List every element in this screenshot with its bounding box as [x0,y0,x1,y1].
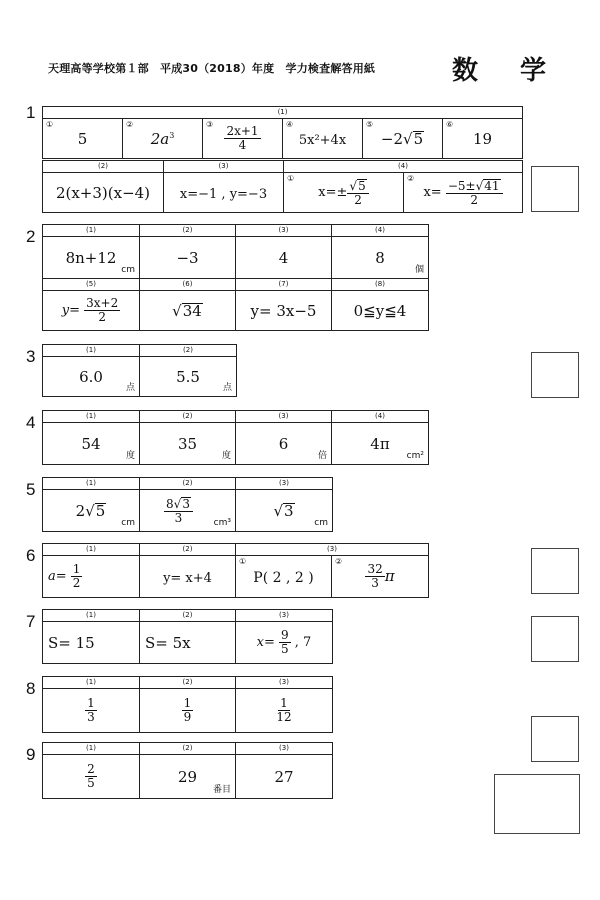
answer-table-5: (1) (2) (3) 2 √ 5 cm 8 √ 3 3 cm³ √ 3 cm [42,477,333,532]
answer-table-2: (1) (2) (3) (4) 8n+12 cm −3 4 8 個 (5) (6) (7) (8) y= $\frac{3x+2}{2}$ √ 34 y= 3x−5 0≦y≦4 [42,224,429,331]
question-number-6: 6 [26,546,36,565]
answer-5-2[interactable]: 8 √ 3 3 cm³ [140,490,236,532]
answer-table-1b: (2) (3) (4) 2(x+3)(x−4) x=−1 , y=−3 ① x=± √ 5 2 ② x= −5± √ 41 2 [42,160,523,213]
answer-1-1-3[interactable]: ③ $\frac{2x+1}{4}$ [203,119,283,159]
answer-1-1-6[interactable]: ⑥ 19 [443,119,523,159]
answer-table-7: (1) (2) (3) S= 15 S= 5x x= $\frac{9}{5}$ , 7 [42,609,333,664]
answer-7-3[interactable]: x= $\frac{9}{5}$ , 7 [236,622,333,664]
answer-table-6: (1) (2) (3) a= $\frac{1}{2}$ y= x+4 ① P( 2 , 2 ) ② $\frac{32}{3}$ π [42,543,429,598]
score-box-3 [531,352,579,398]
answer-3-2[interactable]: 5.5 点 [140,357,237,397]
answer-table-4: (1) (2) (3) (4) 54 度 35 度 6 倍 4π cm² [42,410,429,465]
question-number-9: 9 [26,745,36,764]
answer-4-2[interactable]: 35 度 [140,423,236,465]
answer-1-4-2[interactable]: ② x= −5± √ 41 2 [404,173,523,213]
answer-9-1[interactable]: $\frac{2}{5}$ [43,755,140,799]
answer-8-1[interactable]: $\frac{1}{3}$ [43,689,140,733]
answer-8-2[interactable]: $\frac{1}{9}$ [140,689,236,733]
score-box-9 [531,716,579,762]
answer-1-1-5[interactable]: ⑤ −2 √ 5 [363,119,443,159]
answer-table-3: (1) (2) 6.0 点 5.5 点 [42,344,237,397]
answer-table-8: (1) (2) (3) $\frac{1}{3}$ $\frac{1}{9}$ $\frac{1}{12}$ [42,676,333,733]
answer-2-2[interactable]: −3 [140,237,236,279]
question-number-3: 3 [26,347,36,366]
answer-2-5[interactable]: y= $\frac{3x+2}{2}$ [43,291,140,331]
question-number-4: 4 [26,413,36,432]
answer-2-8[interactable]: 0≦y≦4 [332,291,429,331]
answer-2-1[interactable]: 8n+12 cm [43,237,140,279]
subject-title: 数 学 [452,56,555,86]
answer-1-4-1[interactable]: ① x=± √ 5 2 [284,173,404,213]
question-number-2: 2 [26,227,36,246]
answer-1-1-2[interactable]: ② $2a^3$ [123,119,203,159]
label-1-1: (1) [43,107,523,119]
answer-6-2[interactable]: y= x+4 [140,556,236,598]
answer-2-4[interactable]: 8 個 [332,237,429,279]
answer-3-1[interactable]: 6.0 点 [43,357,140,397]
question-number-7: 7 [26,612,36,631]
score-box-7 [531,616,579,662]
answer-5-3[interactable]: √ 3 cm [236,490,333,532]
question-number-1: 1 [26,103,36,122]
question-number-5: 5 [26,480,36,499]
answer-4-3[interactable]: 6 倍 [236,423,332,465]
question-number-8: 8 [26,679,36,698]
answer-2-7[interactable]: y= 3x−5 [236,291,332,331]
answer-4-1[interactable]: 54 度 [43,423,140,465]
answer-9-3[interactable]: 27 [236,755,333,799]
score-box-6 [531,548,579,594]
answer-1-1-1[interactable]: ① 5 [43,119,123,159]
answer-7-1[interactable]: S= 15 [43,622,140,664]
answer-8-3[interactable]: $\frac{1}{12}$ [236,689,333,733]
answer-2-6[interactable]: √ 34 [140,291,236,331]
answer-1-1-4[interactable]: ④ 5x²+4x [283,119,363,159]
answer-6-3-1[interactable]: ① P( 2 , 2 ) [236,556,332,598]
answer-7-2[interactable]: S= 5x [140,622,236,664]
total-score-box [494,774,580,834]
answer-6-1[interactable]: a= $\frac{1}{2}$ [43,556,140,598]
answer-6-3-2[interactable]: ② $\frac{32}{3}$ π [332,556,429,598]
answer-9-2[interactable]: 29 番目 [140,755,236,799]
answer-4-4[interactable]: 4π cm² [332,423,429,465]
score-box-1 [531,166,579,212]
answer-1-2[interactable]: 2(x+3)(x−4) [43,173,164,213]
answer-5-1[interactable]: 2 √ 5 cm [43,490,140,532]
answer-table-9: (1) (2) (3) $\frac{2}{5}$ 29 番目 27 [42,742,333,799]
answer-table-1 [42,106,523,159]
exam-header: 天理高等学校第１部 平成30（2018）年度 学力検査解答用紙 [48,62,376,75]
answer-2-3[interactable]: 4 [236,237,332,279]
answer-1-3[interactable]: x=−1 , y=−3 [164,173,284,213]
